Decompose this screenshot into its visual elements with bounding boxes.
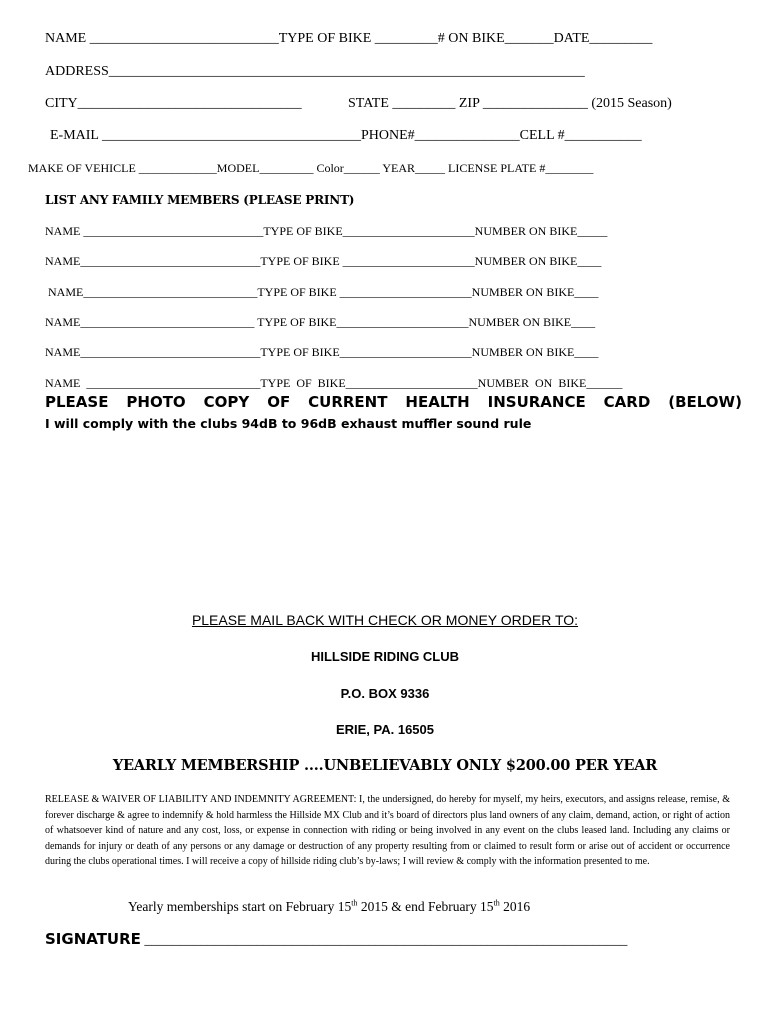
insurance-word: (BELOW) (668, 393, 742, 411)
family-row: NAME _____________________________TYPE OF BIKE______________________NUMBER ON BIKE______ (45, 376, 623, 390)
membership-dates (128, 900, 530, 914)
form-row-email: E-MAIL _____________________________________PHONE#_______________CELL #___________ (50, 128, 642, 143)
insurance-word: OF (267, 393, 291, 411)
family-heading: LIST ANY FAMILY MEMBERS (PLEASE PRINT) (45, 193, 355, 207)
signature-line[interactable]: _____________________________________________________________________ (140, 933, 628, 948)
form-row-address: ADDRESS____________________________________________________________________ (45, 64, 585, 79)
dates-text: Yearly memberships start on February 15 (128, 899, 352, 914)
family-row: NAME ______________________________TYPE OF BIKE______________________NUMBER ON BIKE_____ (45, 224, 608, 238)
dates-text: 2016 (499, 899, 531, 914)
form-row-vehicle: MAKE OF VEHICLE _____________MODEL_________ Color______ YEAR_____ LICENSE PLATE #________ (28, 161, 594, 175)
dates-text: 2015 & end February 15 (357, 899, 494, 914)
city-state-zip: ERIE, PA. 16505 (335, 722, 435, 737)
release-waiver-text: RELEASE & WAIVER OF LIABILITY AND INDEMNITY AGREEMENT: I, the undersigned, do hereby for myself, my heirs, executors, and assigns release, remise, & forever discharge & agree to indemnify & hold harmless the Hillside MX Club and it’s board of directors plus land owners of any claim, demand, action, or right of action of whatsoever kind of nature and any cost, loss, or expense in connection with riding or being involved in any event on the clubs leased land. Including any claims or demands for injury or death of any persons or any damage or destruction of any property resulting from or claimed to result form or arise out of accident or occurrence during the clubs operational times. I will receive a copy of hillside riding club’s by-laws; I will review & comply with the information presented to me. (45, 794, 730, 868)
insurance-word: PLEASE (45, 393, 109, 411)
club-name: HILLSIDE RIDING CLUB (310, 649, 460, 664)
form-row-state-zip: STATE _________ ZIP _______________ (2015 Season) (348, 96, 672, 111)
family-row: NAME_____________________________ TYPE OF BIKE______________________NUMBER ON BIKE____ (45, 315, 596, 329)
po-box: P.O. BOX 9336 (340, 686, 430, 701)
membership-price: YEARLY MEMBERSHIP ....UNBELIEVABLY ONLY $200.00 PER YEAR (112, 757, 658, 774)
family-row: NAME______________________________TYPE OF BIKE______________________NUMBER ON BIKE____ (45, 345, 599, 359)
dates-sup: th (493, 898, 500, 908)
dates-sup: th (351, 898, 358, 908)
signature-label: SIGNATURE (45, 930, 141, 948)
insurance-word: INSURANCE (487, 393, 586, 411)
insurance-word: COPY (203, 393, 250, 411)
insurance-word: PHOTO (126, 393, 186, 411)
sound-rule: I will comply with the clubs 94dB to 96dB exhaust muffler sound rule (45, 416, 532, 431)
mail-heading: PLEASE MAIL BACK WITH CHECK OR MONEY ORDER TO: (191, 612, 579, 628)
insurance-notice (45, 395, 742, 410)
insurance-word: HEALTH (405, 393, 470, 411)
insurance-word: CARD (603, 393, 651, 411)
form-row-city: CITY________________________________ (45, 96, 302, 111)
insurance-word: CURRENT (308, 393, 388, 411)
family-row: NAME_____________________________TYPE OF BIKE ______________________NUMBER ON BIKE____ (45, 285, 599, 299)
family-row: NAME______________________________TYPE OF BIKE ______________________NUMBER ON BIKE____ (45, 254, 602, 268)
form-row-name: NAME ___________________________TYPE OF BIKE _________# ON BIKE_______DATE_________ (45, 31, 653, 46)
signature-row (45, 932, 627, 948)
